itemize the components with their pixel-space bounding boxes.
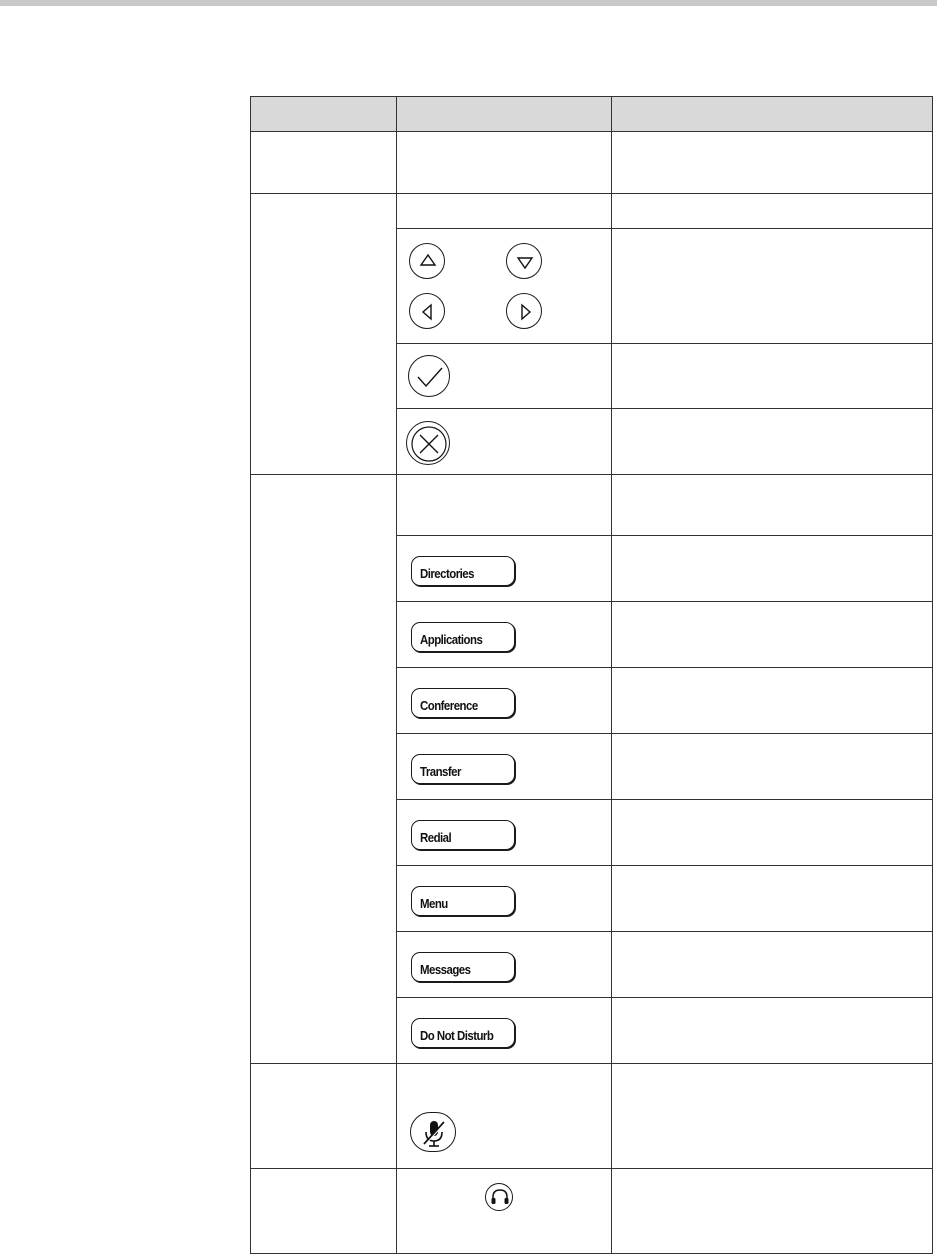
- right-arrow-icon[interactable]: [506, 293, 542, 329]
- softkey-label: Redial: [420, 830, 452, 845]
- key-cell-headset: [397, 1169, 612, 1254]
- conference-key[interactable]: [411, 688, 515, 718]
- headset-icon[interactable]: [485, 1183, 513, 1211]
- key-cell: [397, 194, 612, 229]
- mute-microphone-icon[interactable]: [410, 1112, 456, 1152]
- description-cell: [612, 932, 933, 998]
- key-cell-softkey: [397, 932, 612, 998]
- description-cell: [612, 800, 933, 866]
- applications-key[interactable]: [411, 622, 515, 652]
- softkey-label: Messages: [420, 962, 471, 977]
- table-row: [251, 132, 933, 194]
- description-cell: [612, 132, 933, 194]
- description-cell: [612, 1169, 933, 1254]
- category-cell: [251, 132, 397, 194]
- messages-key[interactable]: [411, 952, 515, 982]
- key-cell-softkey: [397, 602, 612, 668]
- description-cell: [612, 194, 933, 229]
- softkey-label: Applications: [420, 632, 483, 647]
- key-cell-mute: [397, 1064, 612, 1169]
- table-row: [251, 475, 933, 536]
- category-cell: [251, 1169, 397, 1254]
- left-arrow-icon[interactable]: [409, 293, 445, 329]
- key-cell-softkey: [397, 866, 612, 932]
- description-cell: [612, 409, 933, 475]
- description-cell: [612, 734, 933, 800]
- softkey-label: Directories: [420, 566, 474, 581]
- softkey-label: Conference: [420, 698, 478, 713]
- key-cell-softkey: [397, 998, 612, 1064]
- header-cell-2: [397, 97, 612, 132]
- description-cell: [612, 229, 933, 344]
- header-cell-3: [612, 97, 933, 132]
- table-row: [251, 1064, 933, 1169]
- softkey-label: Transfer: [420, 764, 461, 779]
- description-cell: [612, 1064, 933, 1169]
- description-cell: [612, 536, 933, 602]
- top-rule: [0, 0, 937, 6]
- description-cell: [612, 475, 933, 536]
- up-arrow-icon[interactable]: [409, 243, 445, 279]
- menu-key[interactable]: [411, 886, 515, 916]
- key-cell-nav-arrows: [397, 229, 612, 344]
- key-cell-softkey: [397, 536, 612, 602]
- description-cell: [612, 344, 933, 409]
- down-arrow-icon[interactable]: [506, 243, 542, 279]
- do-not-disturb-key[interactable]: [411, 1018, 515, 1048]
- header-cell-1: [251, 97, 397, 132]
- table-header-row: [251, 97, 933, 132]
- key-cell-softkey: [397, 734, 612, 800]
- key-cell-softkey: [397, 668, 612, 734]
- description-cell: [612, 602, 933, 668]
- key-cell-select: [397, 344, 612, 409]
- softkey-label: Menu: [420, 896, 448, 911]
- category-cell-navigation: [251, 194, 397, 475]
- check-icon[interactable]: [408, 355, 450, 397]
- redial-key[interactable]: [411, 820, 515, 850]
- x-icon[interactable]: [406, 421, 450, 465]
- category-cell-softkeys: [251, 475, 397, 1064]
- transfer-key[interactable]: [411, 754, 515, 784]
- description-cell: [612, 668, 933, 734]
- table-row: [251, 194, 933, 229]
- softkey-label: Do Not Disturb: [420, 1028, 494, 1043]
- description-cell: [612, 866, 933, 932]
- key-cell: [397, 132, 612, 194]
- category-cell: [251, 1064, 397, 1169]
- description-cell: [612, 998, 933, 1064]
- directories-key[interactable]: [411, 556, 515, 586]
- key-cell: [397, 475, 612, 536]
- key-cell-softkey: [397, 800, 612, 866]
- feature-table: [250, 96, 933, 1254]
- key-cell-delete: [397, 409, 612, 475]
- table-row: [251, 1169, 933, 1254]
